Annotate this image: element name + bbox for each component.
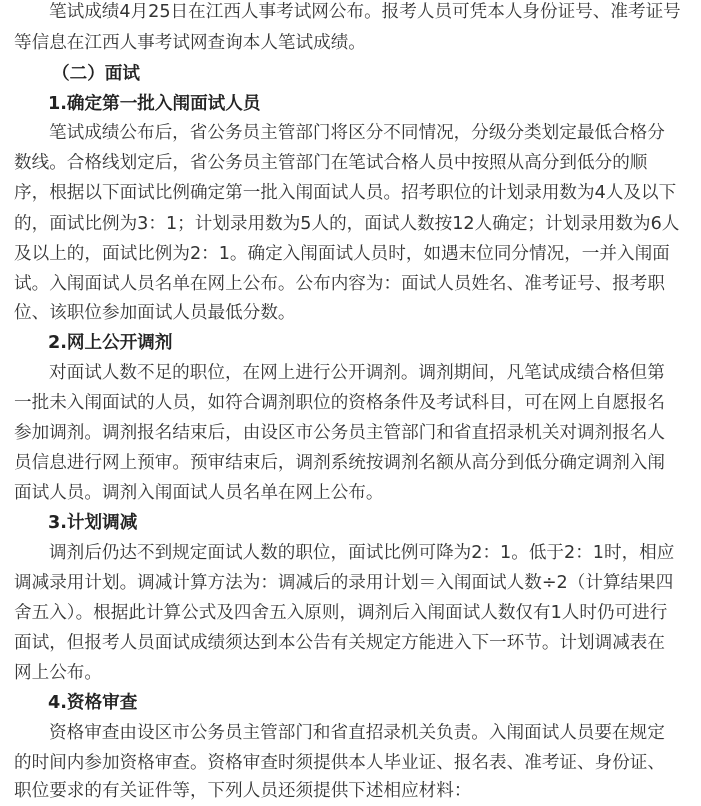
paragraph-line: 一批未入闱面试的人员，如符合调剂职位的资格条件及考试科目，可在网上自愿报名	[14, 393, 665, 413]
paragraph-line: 等信息在江西人事考试网查询本人笔试成绩。	[14, 33, 366, 53]
paragraph-line: 对面试人数不足的职位，在网上进行公开调剂。调剂期间，凡笔试成绩合格但第	[49, 363, 665, 383]
paragraph-line: 的时间内参加资格审查。资格审查时须提供本人毕业证、报名表、准考证、身份证、	[14, 753, 665, 773]
paragraph-line: 的，面试比例为3：1；计划录用数为5人的，面试人数按12人确定；计划录用数为6人	[14, 214, 680, 234]
paragraph-line: 笔试成绩4月25日在江西人事考试网公布。报考人员可凭本人身份证号、准考证号	[49, 2, 681, 22]
paragraph-line: 及以上的，面试比例为2：1。确定入闱面试人员时，如遇末位同分情况，一并入闱面	[14, 244, 670, 264]
paragraph-line: 位、该职位参加面试人员最低分数。	[14, 303, 296, 323]
paragraph-line: 序，根据以下面试比例确定第一批入闱面试人员。招考职位的计划录用数为4人及以下	[14, 183, 677, 203]
paragraph-line: 舍五入）。根据此计算公式及四舍五入原则，调剂后入闱面试人数仅有1人时仍可进行	[14, 603, 668, 623]
paragraph-line: 面试人员。调剂入闱面试人员名单在网上公布。	[14, 483, 384, 503]
paragraph-line: 笔试成绩公布后，省公务员主管部门将区分不同情况，分级分类划定最低合格分	[49, 123, 665, 143]
paragraph-line: 面试，但报考人员面试成绩须达到本公告有关规定方能进入下一环节。计划调减表在	[14, 633, 665, 653]
paragraph-line: 职位要求的有关证件等，下列人员还须提供下述相应材料：	[14, 781, 472, 801]
paragraph-line: 网上公布。	[14, 663, 102, 683]
paragraph-line: 调减录用计划。调减计算方法为：调减后的录用计划＝入闱面试人数÷2（计算结果四	[14, 573, 674, 593]
section-heading: （二）面试	[52, 64, 140, 84]
paragraph-line: 试。入闱面试人员名单在网上公布。公布内容为：面试人员姓名、准考证号、报考职	[14, 274, 665, 294]
paragraph-line: 资格审查由设区市公务员主管部门和省直招录机关负责。入闱面试人员要在规定	[49, 723, 665, 743]
paragraph-line: 参加调剂。调剂报名结束后，由设区市公务员主管部门和省直招录机关对调剂报名人	[14, 423, 665, 443]
subsection-heading: 2.网上公开调剂	[48, 333, 173, 353]
subsection-heading: 4.资格审查	[48, 693, 138, 713]
paragraph-line: 调剂后仍达不到规定面试人数的职位，面试比例可降为2：1。低于2：1时，相应	[49, 543, 675, 563]
paragraph-line: 数线。合格线划定后，省公务员主管部门在笔试合格人员中按照从高分到低分的顺	[14, 153, 648, 173]
paragraph-line: 员信息进行网上预审。预审结束后，调剂系统按调剂名额从高分到低分确定调剂入闱	[14, 453, 665, 473]
subsection-heading: 1.确定第一批入闱面试人员	[48, 94, 261, 114]
subsection-heading: 3.计划调减	[48, 513, 138, 533]
